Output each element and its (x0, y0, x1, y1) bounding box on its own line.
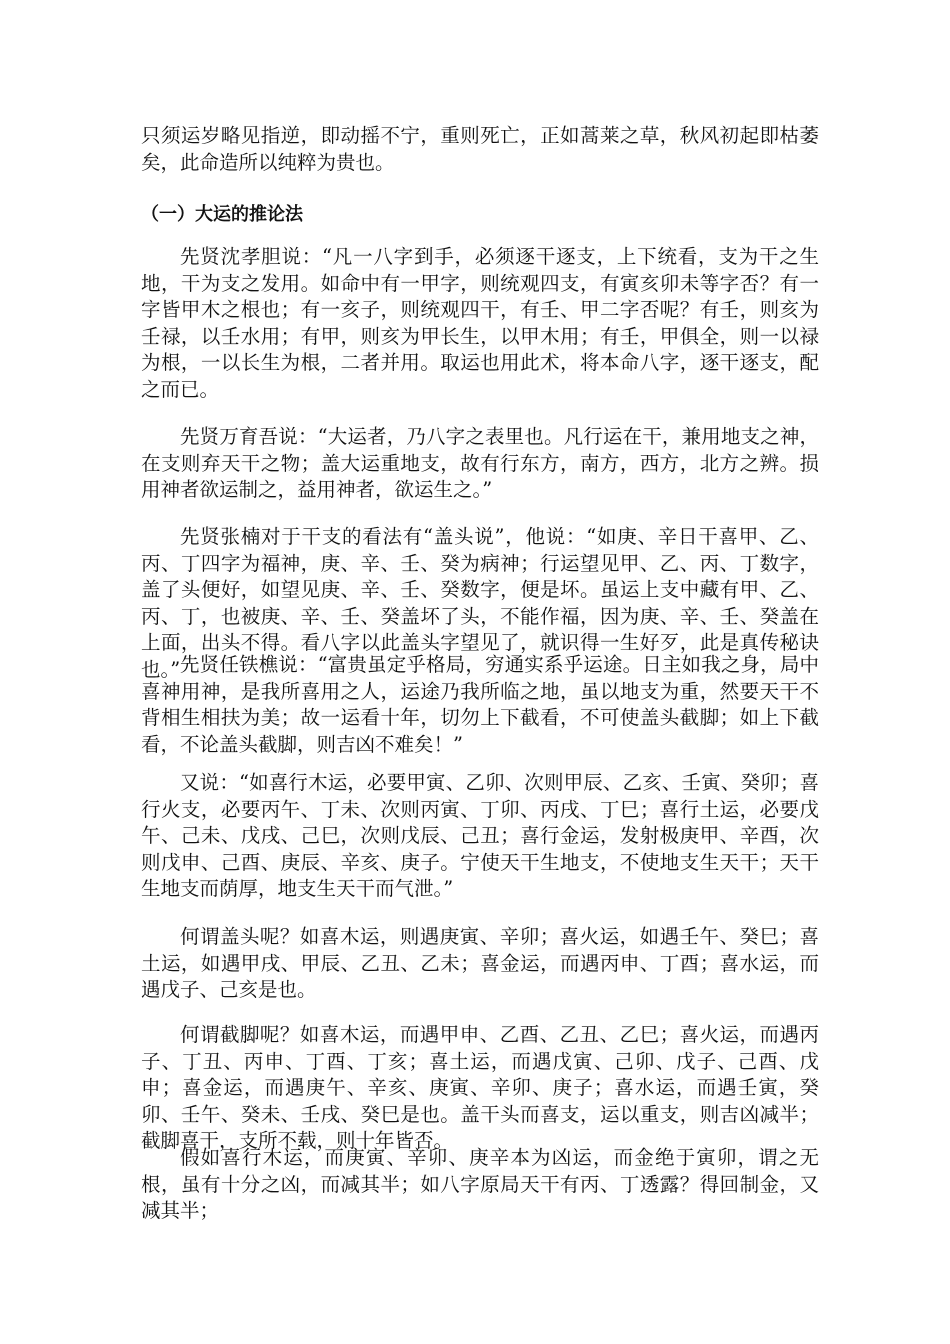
intro-paragraph: 只须运岁略见指逆，即动摇不宁，重则死亡，正如蒿莱之草，秋风初起即枯萎矣，此命造所以纯粹为贵也。 (141, 124, 819, 174)
paragraph-you-shuo: 又说：“如喜行木运，必要甲寅、乙卯、次则甲辰、乙亥、壬寅、癸卯；喜行火支，必要丙午、丁未、次则丙寅、丁卯、丙戌、丁巳；喜行土运，必要戊午、己未、戊戌、己巳，次则戊辰、己丑；喜行金运，发射极庚甲、辛酉，次则戊申、己酉、庚辰、辛亥、庚子。宁使天干生地支，不使地支生天干；天干生地支而荫厚，地支生天干而气泄。” (141, 771, 819, 900)
paragraph-shen-xiaodan: 先贤沈孝胆说：“凡一八字到手，必须逐干逐支，上下统看，支为干之生地，干为支之发用。如命中有一甲字，则统观四支，有寅亥卯未等字否？有一字皆甲木之根也；有一亥子，则统观四干，有壬、甲二字否呢？有壬，则亥为壬禄，以壬水用；有甲，则亥为甲长生，以甲木用；有壬，甲俱全，则一以禄为根，一以长生为根，二者并用。取运也用此术，将本命八字，逐干逐支，配之而已。 (141, 245, 819, 401)
paragraph-gaitou: 何谓盖头呢？如喜木运，则遇庚寅、辛卯；喜火运，如遇壬午、癸巳；喜土运，如遇甲戌、甲辰、乙丑、乙未；喜金运，而遇丙申、丁酉；喜水运，而遇戊子、己亥是也。 (141, 925, 819, 1001)
paragraph-jiaru: 假如喜行木运，而庚寅、辛卯、庚辛本为凶运，而金绝于寅卯，谓之无根，虽有十分之凶，而减其半；如八字原局天干有丙、丁透露？得回制金，又减其半； (141, 1146, 819, 1222)
paragraph-wan-yuwu: 先贤万育吾说：“大运者，乃八字之表里也。凡行运在干，兼用地支之神，在支则弃天干之物；盖大运重地支，故有行东方，南方，西方，北方之辨。损用神者欲运制之，益用神者，欲运生之。” (141, 425, 819, 501)
paragraph-zhang-nan: 先贤张楠对于干支的看法有“盖头说”，他说：“如庚、辛日干喜甲、乙、丙、丁四字为福神，庚、辛、壬、癸为病神；行运望见甲、乙、丙、丁数字，盖了头便好，如望见庚、辛、壬、癸数字，便是坏。虽运上支中藏有甲、乙、丙、丁，也被庚、辛、壬、癸盖坏了头，不能作福，因为庚、辛、壬、癸盖在上面，出头不得。看八字以此盖头字望见了，就识得一生好歹，此是真传秘诀也。” (141, 525, 819, 681)
paragraph-ren-tieqiao: 先贤任铁樵说：“富贵虽定乎格局，穷通实系乎运途。日主如我之身，局中喜神用神，是我所喜用之人，运途乃我所临之地，虽以地支为重，然要天干不背相生相扶为美；故一运看十年，切勿上下截看，不可使盖头截脚；如上下截看，不论盖头截脚，则吉凶不难矣！” (141, 653, 819, 756)
paragraph-jiejiao: 何谓截脚呢？如喜木运，而遇甲申、乙酉、乙丑、乙巳；喜火运，而遇丙子、丁丑、丙申、丁酉、丁亥；喜土运，而遇戊寅、己卯、戊子、己酉、戊申；喜金运，而遇庚午、辛亥、庚寅、辛卯、庚子；喜水运，而遇壬寅，癸卯、壬午、癸未、壬戌、癸巳是也。盖干头而喜支，运以重支，则吉凶减半；截脚喜干，支所不载，则十年皆否。 (141, 1023, 819, 1152)
section-heading: （一）大运的推论法 (141, 204, 303, 225)
